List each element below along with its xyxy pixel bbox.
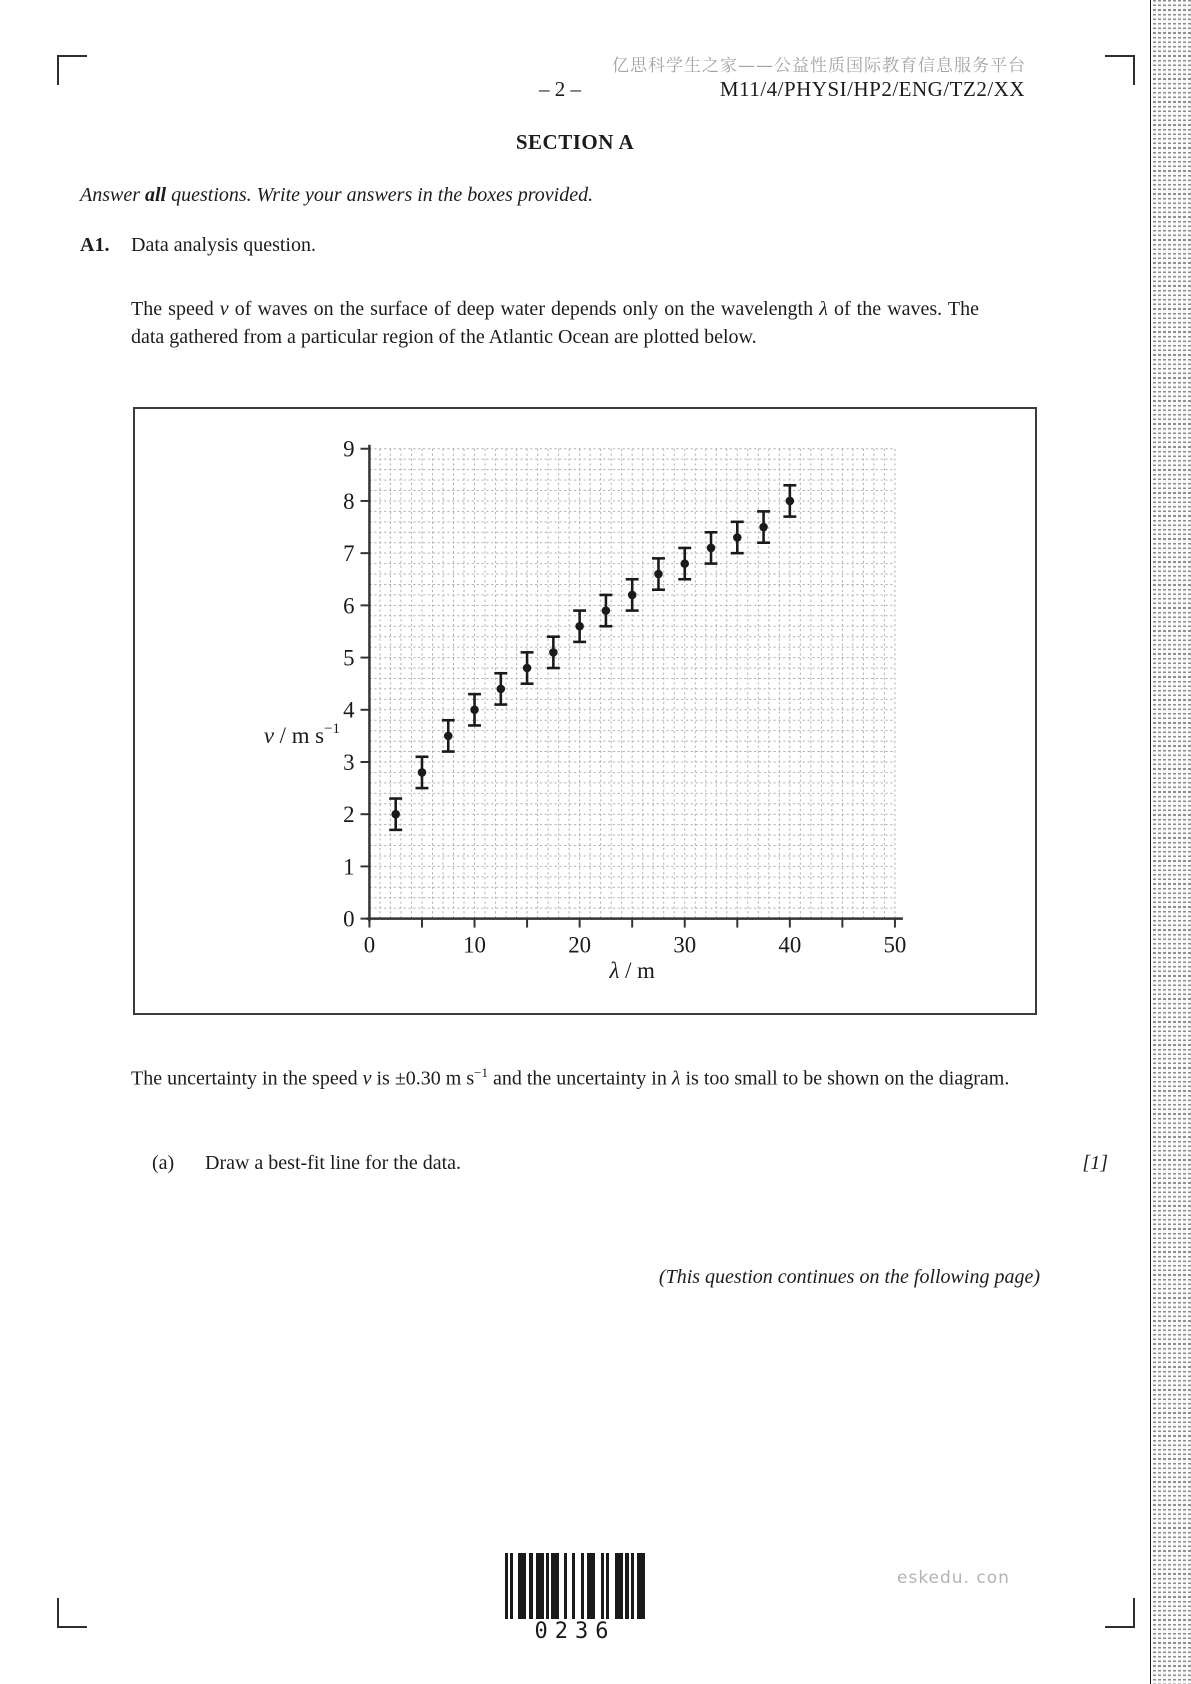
paper-code: M11/4/PHYSI/HP2/ENG/TZ2/XX [719, 77, 1025, 101]
instructions-line [80, 184, 593, 207]
svg-text:8: 8 [343, 488, 355, 514]
uncertainty-part: and the uncertainty in [487, 1067, 672, 1090]
svg-text:5: 5 [343, 645, 355, 671]
svg-text:4: 4 [343, 697, 355, 723]
question-number: A1. [80, 234, 110, 256]
intro-part: of the waves. The data gathered from a particular region of the Atlantic Ocean are plotted below. [131, 298, 979, 348]
barcode-number: 0236 [534, 1619, 616, 1644]
intro-part: of waves on the surface of deep water depends only on the wavelength [228, 298, 820, 320]
svg-text:7: 7 [343, 541, 355, 567]
part-a-marks: [1] [1082, 1152, 1108, 1174]
svg-text:10: 10 [463, 932, 486, 958]
instructions-part: questions. Write your answers in the boxes provided. [166, 184, 594, 206]
intro-part: The speed [131, 298, 220, 320]
svg-text:2: 2 [343, 802, 355, 828]
uncertainty-part: The uncertainty in the speed [131, 1067, 363, 1090]
question-heading [80, 234, 316, 257]
chart-frame [133, 407, 1037, 1015]
crop-mark-bottom-left [57, 1598, 87, 1628]
instructions-part: Answer [80, 184, 145, 206]
svg-text:6: 6 [343, 593, 355, 619]
svg-text:3: 3 [343, 749, 355, 775]
continuation-note: (This question continues on the following page) [658, 1266, 1040, 1288]
barcode [505, 1553, 645, 1619]
chinese-watermark: 亿思科学生之家——公益性质国际教育信息服务平台 [612, 56, 1026, 76]
variable-lambda: λ [819, 298, 828, 320]
part-a-text: Draw a best-fit line for the data. [205, 1152, 462, 1174]
crop-mark-top-left [57, 55, 87, 85]
svg-text:v / m s−1: v / m $s^{-1}$ [263, 720, 340, 748]
svg-text:0: 0 [363, 932, 376, 958]
svg-text:λ / m: λ / m [609, 958, 655, 984]
variable-lambda: λ [671, 1067, 681, 1090]
question-title: Data analysis question. [131, 234, 316, 256]
svg-text:1: 1 [343, 854, 355, 880]
instructions-all-bold: all [145, 184, 167, 206]
uncertainty-part: is too small to be shown on the diagram. [680, 1067, 1010, 1090]
svg-text:20: 20 [568, 932, 592, 958]
variable-v: v [362, 1067, 372, 1090]
svg-text:0: 0 [343, 906, 355, 932]
section-title: SECTION A [515, 130, 635, 154]
superscript-minus-one: −1 [474, 1065, 488, 1080]
page-number: – 2 – [539, 77, 581, 101]
svg-text:9: 9 [343, 436, 355, 462]
binding-texture-strip [1150, 0, 1191, 1684]
crop-mark-top-right [1105, 55, 1135, 85]
part-a-label: (a) [152, 1152, 175, 1174]
crop-mark-bottom-right [1105, 1598, 1135, 1628]
svg-text:50: 50 [883, 932, 907, 958]
uncertainty-paragraph [131, 1056, 1040, 1096]
question-intro-paragraph [131, 295, 979, 351]
svg-text:30: 30 [673, 932, 697, 958]
site-watermark: eskedu. con [897, 1568, 1010, 1588]
uncertainty-part: is ±0.30 m s [371, 1067, 475, 1090]
variable-v: v [219, 298, 229, 320]
scatter-plot [135, 409, 1035, 1013]
svg-text:40: 40 [778, 932, 802, 958]
